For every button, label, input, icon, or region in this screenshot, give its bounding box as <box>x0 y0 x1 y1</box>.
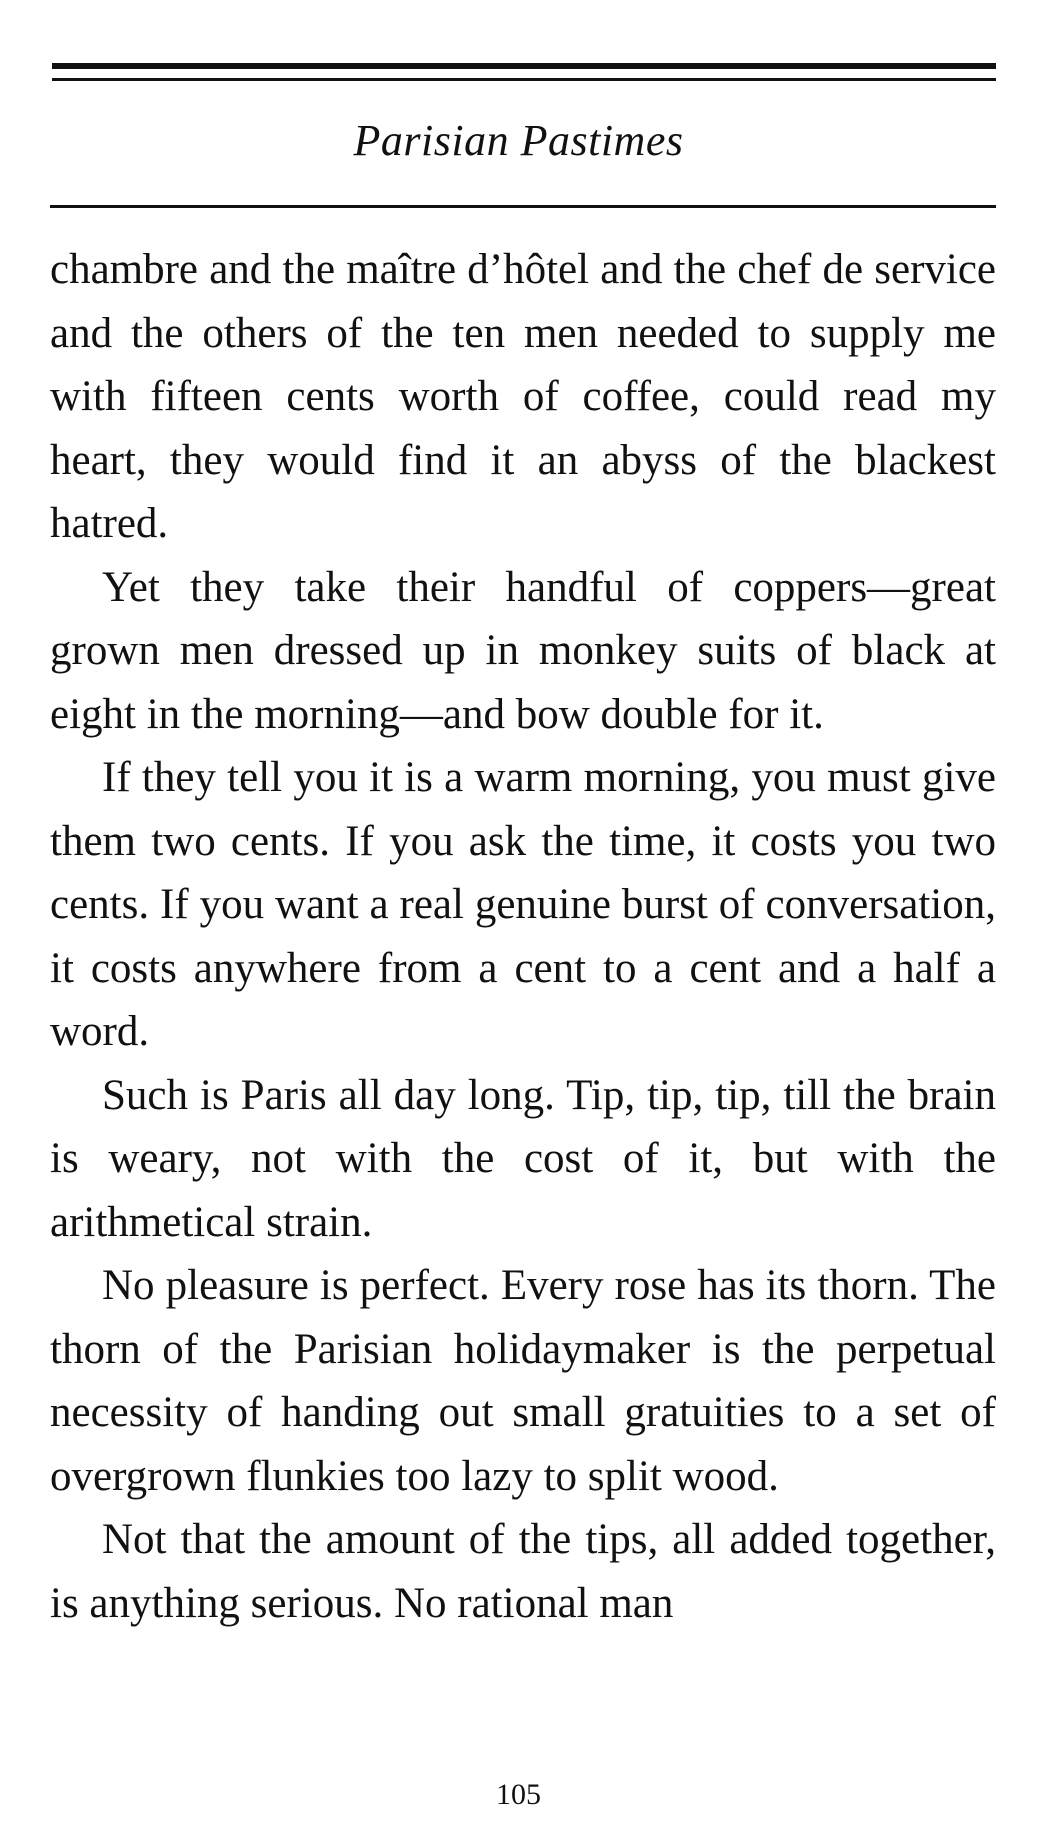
header-underline-rule <box>50 205 996 208</box>
paragraph: Such is Paris all day long. Tip, tip, tip, till the brain is weary, not with the cost of it, but with the arithmetical strain. <box>50 1071 996 1246</box>
paragraph: No pleasure is perfect. Every rose has its thorn. The thorn of the Parisian holidaymaker is the perpetual necessity of handing out small gratuities to a set of overgrown flunkies too lazy to split wood. <box>50 1262 996 1500</box>
paragraph: chambre and the maître d’hôtel and the chef de service and the others of the ten men needed to supply me with fifteen cents worth of coffee, could read my heart, they would find it an abyss of the blackest hatred. <box>50 246 996 547</box>
page-number: 105 <box>496 1778 541 1811</box>
paragraph: Yet they take their handful of coppers—great grown men dressed up in monkey suits of black at eight in the morning—and bow double for it. <box>50 563 996 738</box>
running-head: Parisian Pastimes <box>353 116 684 165</box>
header-double-rule-thin <box>52 78 996 81</box>
paragraph: If they tell you it is a warm morning, you must give them two cents. If you ask the time, it costs you two cents. If you want a real genuine burst of conversation, it costs anywhere from a cent to a cent and a half a word. <box>50 754 996 1055</box>
paragraph: Not that the amount of the tips, all added together, is anything serious. No rational man <box>50 1516 996 1627</box>
header-double-rule-thick <box>52 63 996 69</box>
body-text <box>50 238 996 1635</box>
